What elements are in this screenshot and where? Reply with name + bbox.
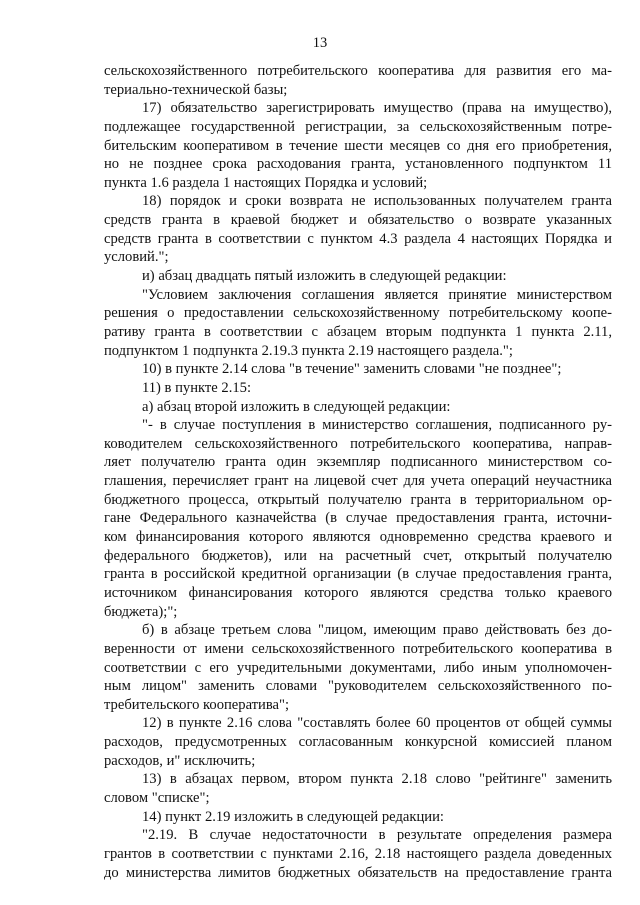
paragraph-first-line: 12) в пункте 2.16 слова "составлять более 60 процентов от общей суммы xyxy=(142,715,612,732)
text-line: бительским кооперативом в течение шести месяцев со дня его приобретения, xyxy=(104,137,612,154)
text-line: сельскохозяйственного потребительского кооператива для развития его ма- xyxy=(104,63,612,79)
text-line: соответствии с его учредительными документами, либо иным уполномочен- xyxy=(104,659,612,676)
text-line: условий."; xyxy=(104,249,169,266)
text-line: гане Федерального казначейства (в случае предоставления гранта, источни- xyxy=(104,510,612,527)
text-line: веренности от имени сельскохозяйственного потребительского кооператива в xyxy=(104,640,612,657)
paragraph-first-line: б) в абзаце третьем слова "лицом, имеющим право действовать без до- xyxy=(142,622,612,639)
paragraph-first-line: и) абзац двадцать пятый изложить в следующей редакции: xyxy=(142,268,507,285)
text-line: федерального бюджетов), или на расчетный счет, открытый получателю xyxy=(104,547,612,564)
text-line: пункта 1.6 раздела 1 настоящих Порядка и условий; xyxy=(104,174,428,191)
paragraph-first-line: "- в случае поступления в министерство соглашения, подписанного ру- xyxy=(142,417,612,434)
text-line: средств гранта в краевой бюджет и обязательство о возврате указанных xyxy=(104,212,612,229)
text-line: глашения, перечисляет грант на лицевой счет для учета операций неучастника xyxy=(104,473,612,490)
text-line: териально-технической базы; xyxy=(104,81,288,98)
text-line: расходов, и" исключить; xyxy=(104,752,256,769)
text-line: ководителем сельскохозяйственного потребительского кооператива, направ- xyxy=(104,435,612,452)
text-line: подпунктом 1 подпункта 2.19.3 пункта 2.19 настоящего раздела."; xyxy=(104,342,513,359)
text-line: но не позднее срока расходования гранта, установленного подпунктом 11 xyxy=(104,156,612,173)
text-line: средств гранта в соответствии с пунктом 4.3 раздела 4 настоящих Порядка и xyxy=(104,230,612,247)
text-line: до министерства лимитов бюджетных обязательств на предоставление гранта xyxy=(104,864,612,881)
paragraph-first-line: а) абзац второй изложить в следующей редакции: xyxy=(142,398,451,415)
text-line: грантов в соответствии с пунктами 2.16, 2.18 настоящего раздела доведенных xyxy=(104,845,612,862)
paragraph-first-line: 13) в абзацах первом, втором пункта 2.18 слово "рейтинге" заменить xyxy=(142,771,612,788)
document-body xyxy=(104,62,612,882)
text-line: бюджета);"; xyxy=(104,603,178,620)
text-line: решения о предоставлении сельскохозяйственному потребительскому коопе- xyxy=(104,305,612,322)
paragraph-first-line: 17) обязательство зарегистрировать имущество (права на имущество), xyxy=(142,100,612,117)
text-line: источником финансирования которого являются средства только краевого xyxy=(104,584,612,601)
text-line: ком финансирования которого являются одновременно средства краевого и xyxy=(104,529,612,546)
text-line: подлежащее государственной регистрации, за сельскохозяйственным потре- xyxy=(104,118,612,135)
text-line: гранта в российской кредитной организации (в случае предоставления гранта, xyxy=(104,566,612,583)
text-line: расходов, предусмотренных согласованным конкурсной комиссией планом xyxy=(104,734,612,751)
paragraph-first-line: 18) порядок и сроки возврата не использованных получателем гранта xyxy=(142,193,612,210)
paragraph-first-line: 11) в пункте 2.15: xyxy=(142,379,252,396)
paragraph-first-line: "Условием заключения соглашения является принятие министерством xyxy=(142,286,612,303)
text-line: ляет получателю гранта один экземпляр подписанного министерством со- xyxy=(104,454,612,471)
text-line: требительского кооператива"; xyxy=(104,696,290,713)
text-line: ративу гранта в соответствии с абзацем вторым подпункта 1 пункта 2.11, xyxy=(104,323,612,340)
paragraph-first-line: 10) в пункте 2.14 слова "в течение" заменить словами "не позднее"; xyxy=(142,361,562,378)
paragraph-first-line: 14) пункт 2.19 изложить в следующей редакции: xyxy=(142,808,444,825)
page-number: 13 xyxy=(312,35,328,51)
text-line: бюджетного процесса, открытый получателю гранта в территориальном ор- xyxy=(104,491,612,508)
text-line: словом "списке"; xyxy=(104,789,210,806)
text-line: ным лицом" заменить словами "руководителем сельскохозяйственного по- xyxy=(104,678,612,695)
paragraph-first-line: "2.19. В случае недостаточности в результате определения размера xyxy=(142,827,612,844)
